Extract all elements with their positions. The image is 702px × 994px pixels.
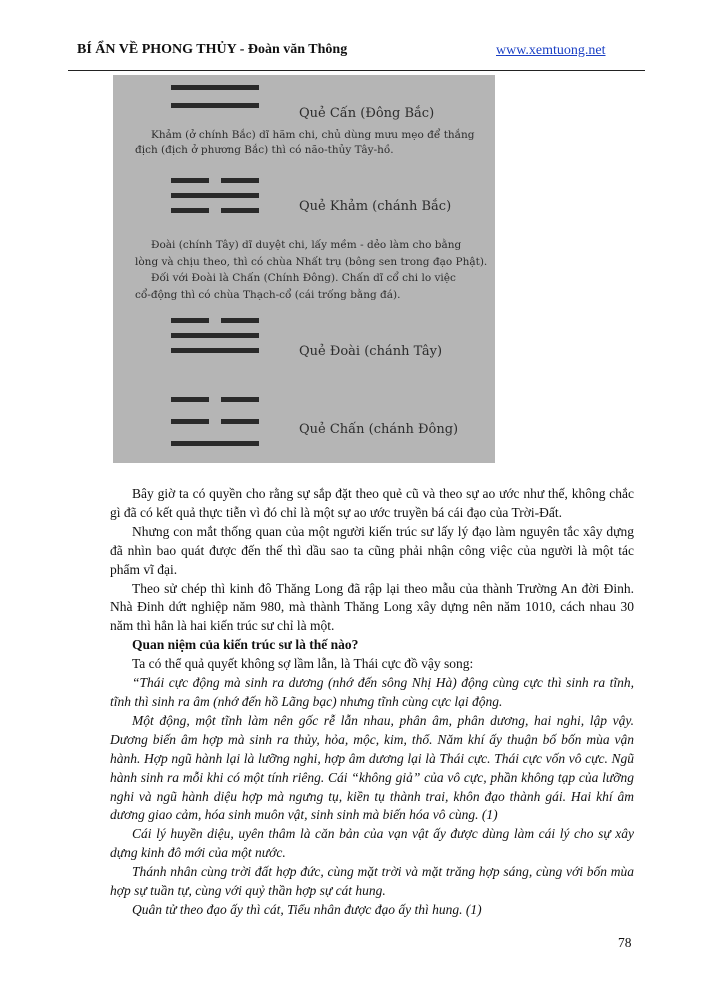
scan-text-line: Đối với Đoài là Chấn (Chính Đông). Chấn dĩ cổ chi lo việc (151, 272, 456, 284)
running-header-title: BÍ ẨN VỀ PHONG THỦY - Đoàn văn Thông (77, 42, 348, 57)
quote-paragraph: “Thái cực động mà sinh ra dương (nhớ đến sông Nhị Hà) động cùng cực thì sinh ra tĩnh, tĩnh thì sinh ra âm (nhớ đến hồ Lãng bạc) nhưng tĩnh cùng cực lại động. (110, 675, 634, 709)
quote-paragraph: Quân tử theo đạo ấy thì cát, Tiểu nhân được đạo ấy thì hung. (1) (132, 901, 482, 917)
section-heading: Quan niệm của kiến trúc sư là thế nào? (132, 637, 359, 653)
scan-label-can: Quẻ Cấn (Đông Bắc) (299, 106, 435, 121)
page-number: 78 (618, 935, 632, 950)
scan-text-line: Đoài (chính Tây) dĩ duyệt chi, lấy mềm - dẻo làm cho bằng (151, 239, 462, 251)
scan-text-line: địch (địch ở phương Bắc) thì có não-thủy Tây-hồ. (135, 144, 394, 156)
paragraph: Theo sử chép thì kinh đô Thăng Long đã rập lại theo mẫu của thành Trường An đời Đinh. Nhà Đinh dứt nghiệp năm 980, mà thành Thăng Long xây dựng nên năm 1010, cách nhau 30 năm thì hẳn là hai kiến trúc sư chỉ là một. (110, 580, 634, 634)
paragraph: Bây giờ ta có quyền cho rằng sự sắp đặt theo quẻ cũ và theo sự ao ước như thế, không chắc gì đã có kết quả thực tiễn vì đó chỉ là một sự ao ước truyền bá cái đạo của Trời-Đất. (110, 486, 634, 520)
scan-text-line: Khảm (ở chính Bắc) dĩ hãm chi, chủ dùng mưu mẹo để thắng (151, 129, 475, 141)
quote-paragraph: Một động, một tĩnh làm nên gốc rễ lẫn nhau, phân âm, phân dương, hai nghi, lập vậy. Dương biến âm hợp mà sinh ra thủy, hỏa, mộc, kim, thổ. Năm khí ấy thuận bố bốn mùa vận hành. Hợp ngũ hành lại là lưỡng nghi, hợp âm dương lại là Thái cực. Thái cực vốn vô cực. Ngũ hành sinh ra mỗi khi có một tính riêng. Cái “không giả” của vô cực, phần không tạp của lưỡng nghi và ngũ hành diệu hợp mà ngưng tụ, kiền tụ thành trai, khôn đạo thành gái. Hai khí âm dương giao cảm, hóa sinh muôn vật, sinh sinh mà biến hóa vô cùng. (1) (110, 712, 634, 823)
scanned-trigram-figure (113, 75, 495, 463)
header-divider (68, 70, 645, 71)
scan-label-doai: Quẻ Đoài (chánh Tây) (299, 344, 443, 359)
quote-paragraph: Thánh nhân cùng trời đất hợp đức, cùng mặt trời và mặt trăng hợp sáng, cùng với bốn mùa hợp sự tuần tự, cùng với quỷ thần hợp sự cát hung. (110, 864, 634, 899)
scan-text-line: cổ-động thì có chùa Thạch-cổ (cái trống bằng đá). (135, 289, 401, 301)
paragraph: Nhưng con mắt thống quan của một người kiến trúc sư lấy lý đạo làm nguyên tắc xây dựng đã nhìn bao quát được đến thế thì dầu sao ta cũng phải nhận công việc của người là một tác phẩm vĩ đại. (110, 523, 634, 577)
scan-label-kham: Quẻ Khảm (chánh Bắc) (299, 199, 452, 214)
website-link[interactable]: www.xemtuong.net (496, 43, 606, 58)
quote-paragraph: Cái lý huyền diệu, uyên thâm là căn bản của vạn vật ấy được dùng làm cái lý cho sự xây dựng kinh đô mới của một nước. (110, 826, 634, 861)
body-text (110, 485, 634, 920)
scan-label-chan: Quẻ Chấn (chánh Đông) (299, 422, 459, 437)
paragraph: Ta có thể quả quyết không sợ lầm lẫn, là Thái cực đồ vậy song: (132, 656, 474, 672)
scan-text-line: lòng và chịu theo, thì có chùa Nhất trụ (bông sen trong đạo Phật). (135, 256, 488, 268)
